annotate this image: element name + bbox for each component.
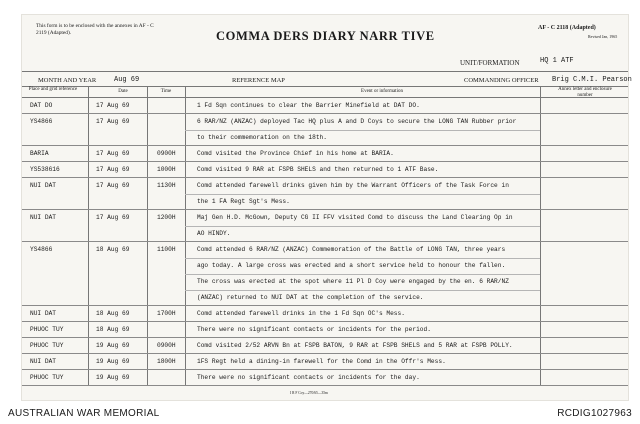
entry-date: 18 Aug 69 [96,310,130,317]
reference-map-label: REFERENCE MAP [232,77,285,84]
col-header-place: Place and grid reference [28,87,78,92]
entry-event-line: Maj Gen H.D. McGown, Deputy CG II FFV visited Comd to discuss the Land Clearing Op in [197,214,513,221]
entry-place: PHUOC TUY [30,326,64,333]
header-rule [22,71,628,72]
header-rule [22,86,628,87]
revised-date: Revised Jan, 1965 [588,34,618,39]
entry-place: PHUOC TUY [30,374,64,381]
entry-time: 1700H [157,310,176,317]
entry-event-line: the 1 FA Regt Sgt's Mess. [197,198,290,205]
entry-event-line: Comd visited 2/52 ARVN Bn at FSPB BATON, 9 RAR at FSPB SHELS and 5 RAR at FSPB POLLY. [197,342,513,349]
printer-imprint: I R F Coy—270/65—35m [290,391,328,395]
entry-date: 18 Aug 69 [96,326,130,333]
credit-left: AUSTRALIAN WAR MEMORIAL [8,408,160,419]
entry-date: 17 Aug 69 [96,166,130,173]
entry-time: 0900H [157,342,176,349]
col-header-time: Time [160,89,172,94]
month-label: MONTH AND YEAR [38,77,97,84]
entry-event-line: (ANZAC) returned to NUI DAT at the completion of the service. [197,294,424,301]
entry-place: YS538616 [30,166,60,173]
diary-entry-row [22,146,628,162]
diary-entry-row [22,242,628,306]
entry-place: NUI DAT [30,358,56,365]
diary-entry-row [22,210,628,242]
entry-place: PHUOC TUY [30,342,64,349]
credit-right: RCDIG1027963 [557,408,632,419]
commanding-officer-value: Brig C.M.I. Pearson [552,76,632,84]
entry-date: 17 Aug 69 [96,214,130,221]
event-line-rule [185,130,540,131]
entry-place: NUI DAT [30,310,56,317]
entry-place: NUI DAT [30,182,56,189]
diary-entry-row [22,162,628,178]
commanding-officer-label: COMMANDING OFFICER [464,77,539,84]
entry-date: 17 Aug 69 [96,118,130,125]
entry-event-line: Comd visited the Province Chief in his home at BARIA. [197,150,394,157]
entry-event-line: There were no significant contacts or incidents for the period. [197,326,431,333]
col-header-event: Event or information [361,89,403,94]
diary-entry-row [22,322,628,338]
entry-time: 1130H [157,182,176,189]
entry-event-line: There were no significant contacts or incidents for the day. [197,374,420,381]
event-line-rule [185,290,540,291]
event-line-rule [185,274,540,275]
entry-event-line: 6 RAR/NZ (ANZAC) deployed Tac HQ plus A and D Coys to secure the LONG TAN Rubber prior [197,118,517,125]
entry-place: DAT DO [30,102,53,109]
diary-sheet [22,15,632,400]
entry-event-line: Comd attended farewell drinks in the 1 Fd Sqn OC's Mess. [197,310,405,317]
event-line-rule [185,226,540,227]
entry-place: YS4866 [30,118,53,125]
entry-event-line: 1 Fd Sqn continues to clear the Barrier Minefield at DAT DO. [197,102,420,109]
month-value: Aug 69 [114,76,140,84]
entry-event-line: The cross was erected at the spot where 11 Pl D Coy were engaged by the en. 6 RAR/NZ [197,278,509,285]
unit-value: HQ 1 ATF [540,57,574,65]
diary-entry-row [22,114,628,146]
entry-time: 1100H [157,246,176,253]
entry-date: 18 Aug 69 [96,246,130,253]
entry-event-line: 1FS Regt held a dining-in farewell for the Comd in the Offr's Mess. [197,358,446,365]
entry-event-line: to their commemoration on the 18th. [197,134,327,141]
page-title: COMMA DERS DIARY NARR TIVE [216,29,435,43]
entry-place: NUI DAT [30,214,56,221]
entry-event-line: AO HINDY. [197,230,231,237]
col-header-date: Date [118,89,128,94]
col-header-annex: Annex letter and enclosure number [558,87,612,98]
diary-entry-row [22,306,628,322]
entry-date: 19 Aug 69 [96,374,130,381]
entry-date: 17 Aug 69 [96,182,130,189]
entry-time: 1200H [157,214,176,221]
unit-label: UNIT/FORMATION [460,59,520,67]
entry-place: BARIA [30,150,49,157]
entry-place: YS4866 [30,246,53,253]
event-line-rule [185,258,540,259]
form-code: AF - C 2118 (Adapted) [538,25,596,31]
diary-entry-row [22,354,628,370]
entry-event-line: Comd attended 6 RAR/NZ (ANZAC) Commemoration of the Battle of LONG TAN, three years [197,246,506,253]
entry-date: 17 Aug 69 [96,150,130,157]
entry-event-line: ago today. A large cross was erected and a short service held to honour the fallen. [197,262,506,269]
event-line-rule [185,194,540,195]
entry-time: 0900H [157,150,176,157]
diary-entry-row [22,338,628,354]
diary-entry-row [22,98,628,114]
entry-event-line: Comd attended farewell drinks given him by the Warrant Officers of the Task Force in [197,182,509,189]
entry-time: 1800H [157,358,176,365]
entry-event-line: Comd visited 9 RAR at FSPB SHELS and then returned to 1 ATF Base. [197,166,439,173]
diary-entry-row [22,178,628,210]
entry-date: 17 Aug 69 [96,102,130,109]
diary-entry-row [22,370,628,386]
form-note: This form is to be enclosed with the annexes in AF - C 2119 (Adapted). [36,23,154,36]
entry-time: 1000H [157,166,176,173]
entry-date: 19 Aug 69 [96,358,130,365]
entry-date: 19 Aug 69 [96,342,130,349]
